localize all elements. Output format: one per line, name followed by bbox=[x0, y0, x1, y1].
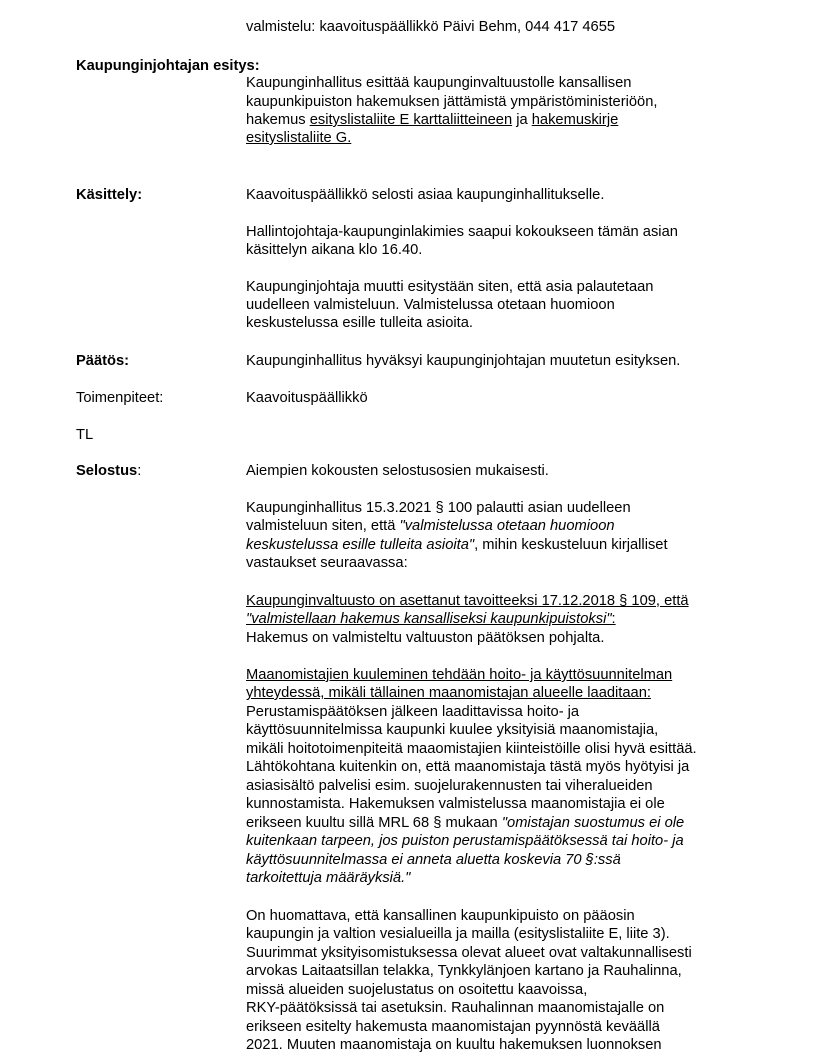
explanation-p4-l4: käyttösuunnitelmissa kaupunki kuulee yksityisiä maanomistajia, bbox=[246, 722, 659, 738]
explanation-p5-l1: On huomattava, että kansallinen kaupunkipuisto on pääosin bbox=[246, 908, 635, 924]
explanation-p4-l11: käyttösuunnitelmassa ei anneta aluetta koskevia 70 §:ssä bbox=[246, 852, 621, 868]
explanation-p2-l2 bbox=[246, 517, 615, 535]
explanation-p4-l7: asiasisältö palvelisi esim. suojelurakennusten tai viheralueiden bbox=[246, 778, 653, 794]
explanation-p3-l3: Hakemus on valmisteltu valtuuston päätöksen pohjalta. bbox=[246, 630, 605, 646]
explanation-p4-l1: Maanomistajien kuuleminen tehdään hoito- ja käyttösuunnitelman bbox=[246, 667, 673, 683]
preparer-line: valmistelu: kaavoituspäällikkö Päivi Behm, 044 417 4655 bbox=[246, 19, 616, 35]
explanation-p3-l2-quote: "valmistellaan hakemus kansalliseksi kaupunkipuistoksi" bbox=[246, 611, 612, 627]
explanation-p4-l12: tarkoitettuja määräyksiä." bbox=[246, 870, 411, 886]
explanation-p1: Aiempien kokousten selostusosien mukaisesti. bbox=[246, 463, 549, 479]
actions-label: Toimenpiteet: bbox=[76, 390, 164, 406]
explanation-p2-l3-quote: keskustelussa esille tulleita asioita" bbox=[246, 537, 475, 553]
handling-p3-l3: keskustelussa esille tulleita asioita. bbox=[246, 315, 473, 331]
proposal-line-1: Kaupunginhallitus esittää kaupunginvaltuustolle kansallisen bbox=[246, 75, 632, 91]
handling-p1: Kaavoituspäällikkö selosti asiaa kaupunginhallitukselle. bbox=[246, 187, 605, 203]
explanation-p5-l8: 2021. Muuten maanomistaja on kuultu hakemuksen luonnoksen bbox=[246, 1037, 662, 1053]
explanation-label-text: Selostus bbox=[76, 463, 138, 479]
explanation-p5-l5: missä alueiden suojelustatus on osoitettu kaavoissa, bbox=[246, 982, 588, 998]
explanation-p2-l2-quote: "valmistelussa otetaan huomioon bbox=[399, 518, 615, 534]
proposal-line-3 bbox=[246, 111, 618, 129]
proposal-line-3-pre: hakemus bbox=[246, 112, 310, 128]
explanation-p2-l3 bbox=[246, 536, 668, 554]
handling-p3-l2: uudelleen valmisteluun. Valmistelussa otetaan huomioon bbox=[246, 297, 615, 313]
explanation-p5-l7: erikseen esitelty hakemusta maanomistajan pyynnöstä keväällä bbox=[246, 1019, 660, 1035]
explanation-p5-l6: RKY-päätöksissä tai asetuksin. Rauhalinnan maanomistajalle on bbox=[246, 1000, 665, 1016]
explanation-p4-l6: Lähtökohtana kuitenkin on, että maanomistaja tästä myös hyötyisi ja bbox=[246, 759, 690, 775]
handling-label: Käsittely: bbox=[76, 187, 143, 203]
explanation-p5-l4: arvokas Laitaatsillan telakka, Tynkkylänjoen kartano ja Rauhalinna, bbox=[246, 963, 682, 979]
explanation-p2-l3-post: , mihin keskusteluun kirjalliset bbox=[474, 537, 668, 553]
explanation-p5-l2: kaupungin ja valtion vesialueilla ja mailla (esityslistaliite E, liite 3). bbox=[246, 926, 670, 942]
explanation-p4-l3: Perustamispäätöksen jälkeen laadittavissa hoito- ja bbox=[246, 704, 580, 720]
explanation-p3-l1: Kaupunginvaltuusto on asettanut tavoitteeksi 17.12.2018 § 109, että bbox=[246, 593, 689, 609]
explanation-p4-l10: kuitenkaan tarpeen, jos puiston perustamispäätöksessä tai hoito- ja bbox=[246, 833, 684, 849]
explanation-p2-l4: vastaukset seuraavassa: bbox=[246, 555, 408, 571]
handling-p2-l1: Hallintojohtaja-kaupunginlakimies saapui kokoukseen tämän asian bbox=[246, 224, 678, 240]
explanation-p4-l5: mikäli hoitotoimenpiteitä maaomistajien kiinteistöille olisi hyvä esittää. bbox=[246, 741, 697, 757]
attachment-e-link[interactable]: esityslistaliite E karttaliitteineen bbox=[309, 112, 513, 128]
decision-text: Kaupunginhallitus hyväksyi kaupunginjohtajan muutetun esityksen. bbox=[246, 353, 681, 369]
explanation-p5-l3: Suurimmat yksityisomistuksessa olevat alueet ovat valtakunnallisesti bbox=[246, 945, 692, 961]
handling-p2-l2: käsittelyn aikana klo 16.40. bbox=[246, 242, 423, 258]
actions-text: Kaavoituspäällikkö bbox=[246, 390, 368, 406]
proposal-line-3-mid: ja bbox=[512, 112, 532, 128]
explanation-p4-l2: yhteydessä, mikäli tällainen maanomistajan alueelle laaditaan: bbox=[246, 685, 651, 701]
initials: TL bbox=[76, 427, 94, 443]
decision-label: Päätös: bbox=[76, 353, 130, 369]
explanation-p4-l9-quote: "omistajan suostumus ei ole bbox=[501, 815, 685, 831]
explanation-p3-l2 bbox=[246, 610, 616, 628]
explanation-p4-l8: kunnostamista. Hakemuksen valmistelussa maanomistajia ei ole bbox=[246, 796, 665, 812]
explanation-p4-l9-pre: erikseen kuultu sillä MRL 68 § mukaan bbox=[246, 815, 502, 831]
explanation-p2-l1: Kaupunginhallitus 15.3.2021 § 100 palautti asian uudelleen bbox=[246, 500, 631, 516]
explanation-p4-l9 bbox=[246, 814, 684, 832]
proposal-label: Kaupunginjohtajan esitys: bbox=[76, 58, 260, 74]
application-letter-link[interactable]: hakemuskirje bbox=[531, 112, 619, 128]
explanation-p3-l2-colon: : bbox=[611, 611, 616, 627]
explanation-label bbox=[76, 462, 141, 480]
attachment-g-link[interactable]: esityslistaliite G. bbox=[246, 130, 352, 146]
handling-p3-l1: Kaupunginjohtaja muutti esitystään siten, että asia palautetaan bbox=[246, 279, 654, 295]
explanation-p2-l2-pre: valmisteluun siten, että bbox=[246, 518, 400, 534]
proposal-line-2: kaupunkipuiston hakemuksen jättämistä ympäristöministeriöön, bbox=[246, 94, 658, 110]
explanation-label-colon: : bbox=[137, 463, 142, 479]
